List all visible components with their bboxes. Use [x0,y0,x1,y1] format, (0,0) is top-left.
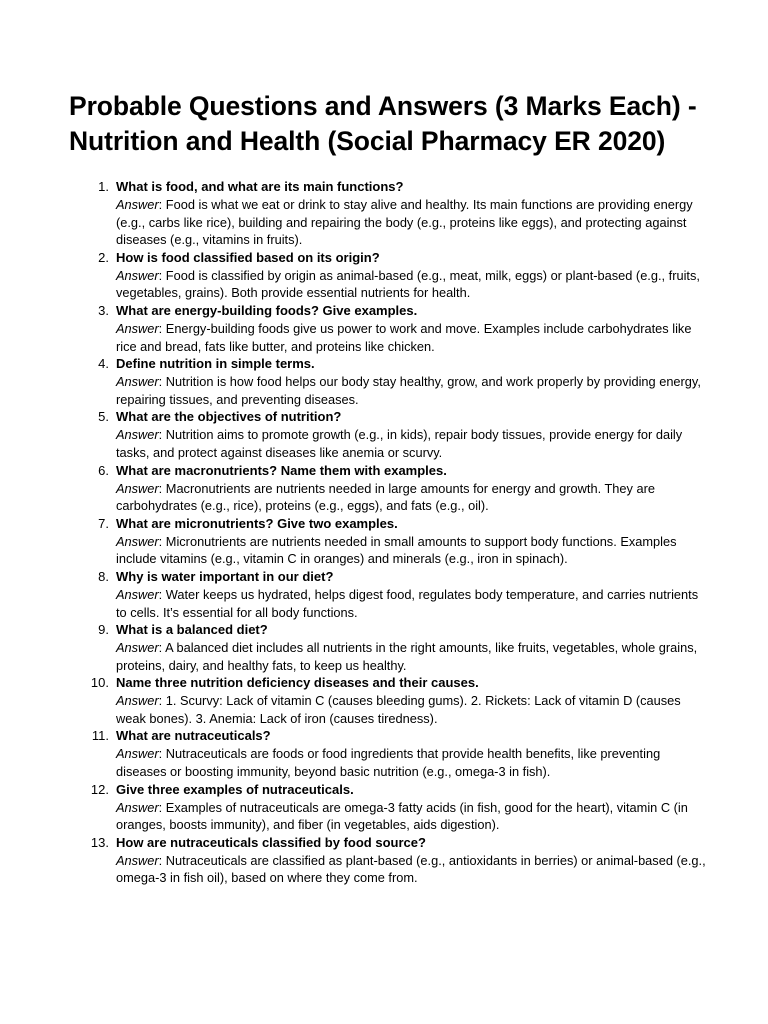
answer-body: : Nutrition aims to promote growth (e.g., in kids), repair body tissues, provide energy for daily tasks, and protect against diseases like anemia or scurvy. [116,427,683,460]
qa-list [69,178,708,887]
question-text: What is a balanced diet? [116,622,268,638]
answer-label: Answer [116,746,159,762]
answer-text [116,373,708,408]
item-number: 9. [98,622,109,638]
list-item [69,834,708,887]
answer-label: Answer [116,197,159,212]
answer-text [116,480,708,515]
list-item [69,302,708,355]
answer-body: : Micronutrients are nutrients needed in small amounts to support body functions. Examples include vitamins (e.g., vitamin C in oranges) and minerals (e.g., iron in spinach). [116,533,677,567]
list-item [69,568,708,621]
item-number: 12. [90,781,109,797]
item-number: 6. [98,462,109,478]
item-number: 1. [98,179,109,194]
answer-text [116,426,708,461]
answer-body: : Nutraceuticals are classified as plant-based (e.g., antioxidants in berries) or animal-based (e.g., omega-3 in fish oil), based on where they come from. [116,852,706,886]
list-item [69,621,708,674]
answer-body: : Examples of nutraceuticals are omega-3 fatty acids (in fish, good for the heart), vitamin C (in oranges, boosts immunity), and fiber (in vegetables, aids digestion). [116,799,688,833]
answer-body: : Food is what we eat or drink to stay alive and healthy. Its main functions are providing energy (e.g., carbs like rice), building and repairing the body (e.g., proteins like eggs), and protecting against diseases (e.g., vitamins in fruits). [116,197,693,248]
question-text: What are micronutrients? Give two examples. [116,515,398,531]
question-text: Define nutrition in simple terms. [116,356,315,372]
answer-text [116,745,708,780]
answer-body: : 1. Scurvy: Lack of vitamin C (causes bleeding gums). 2. Rickets: Lack of vitamin D (causes weak bones). 3. Anemia: Lack of iron (causes tiredness). [116,693,681,726]
item-number: 5. [98,409,109,425]
answer-body: : Energy-building foods give us power to work and move. Examples include carbohydrates like rice and bread, fats like butter, and proteins like chicken. [116,320,692,354]
item-number: 3. [98,302,109,318]
question-text: How is food classified based on its origin? [116,249,380,265]
question-text: What are nutraceuticals? [116,728,271,744]
question-text: What are macronutrients? Name them with examples. [116,462,447,478]
answer-body: : Water keeps us hydrated, helps digest food, regulates body temperature, and carries nutrients to cells. It’s essential for all body functions. [116,586,699,620]
list-item [69,674,708,727]
answer-text [116,586,708,621]
list-item [69,781,708,834]
answer-body: : Nutraceuticals are foods or food ingredients that provide health benefits, like preventing diseases or boosting immunity, beyond basic nutrition (e.g., omega-3 in fish). [116,746,661,780]
answer-label: Answer [116,533,159,549]
answer-text [116,320,708,355]
answer-label: Answer [116,693,159,709]
answer-body: : Macronutrients are nutrients needed in large amounts for energy and growth. They are carbohydrates (e.g., rice), proteins (e.g., eggs), and fats (e.g., oil). [116,480,655,514]
list-item [69,249,708,302]
answer-text [116,267,708,302]
item-number: 8. [98,568,109,584]
list-item [69,727,708,780]
question-text: Give three examples of nutraceuticals. [116,781,354,797]
question-text: What is food, and what are its main functions? [116,179,404,194]
answer-text [116,852,708,887]
question-text: What are the objectives of nutrition? [116,409,342,425]
question-text: How are nutraceuticals classified by food source? [116,834,426,850]
answer-label: Answer [116,427,159,443]
answer-body: : Nutrition is how food helps our body stay healthy, grow, and work properly by providing energy, repairing tissues, and preventing diseases. [116,374,701,407]
question-text: What are energy-building foods? Give examples. [116,302,418,318]
answer-body: : A balanced diet includes all nutrients in the right amounts, like fruits, vegetables, whole grains, proteins, dairy, and healthy fats, to keep us healthy. [116,640,698,673]
list-item [69,462,708,515]
answer-label: Answer [116,374,159,390]
document-title: Probable Questions and Answers (3 Marks Each) - Nutrition and Health (Social Pharmacy ER 2020) [69,91,697,156]
question-text: Why is water important in our diet? [116,568,334,584]
item-number: 2. [98,249,109,265]
list-item [69,408,708,461]
answer-label: Answer [116,267,159,283]
item-number: 7. [98,515,109,531]
answer-text [116,692,708,727]
answer-label: Answer [116,640,159,656]
answer-text [116,533,708,568]
item-number: 11. [91,728,109,744]
answer-text [116,196,708,249]
list-item [69,178,708,249]
question-text: Name three nutrition deficiency diseases and their causes. [116,675,479,691]
item-number: 13. [90,834,109,850]
item-number: 10. [90,675,109,691]
item-number: 4. [98,356,109,372]
answer-text [116,639,708,674]
answer-label: Answer [116,480,159,496]
answer-body: : Food is classified by origin as animal-based (e.g., meat, milk, eggs) or plant-based (e.g., fruits, vegetables, grains). Both provide essential nutrients for health. [116,267,700,301]
answer-text [116,799,708,834]
list-item [69,355,708,408]
answer-label: Answer [116,799,159,815]
answer-label: Answer [116,586,159,602]
answer-label: Answer [116,852,159,868]
list-item [69,515,708,568]
answer-label: Answer [116,320,159,336]
